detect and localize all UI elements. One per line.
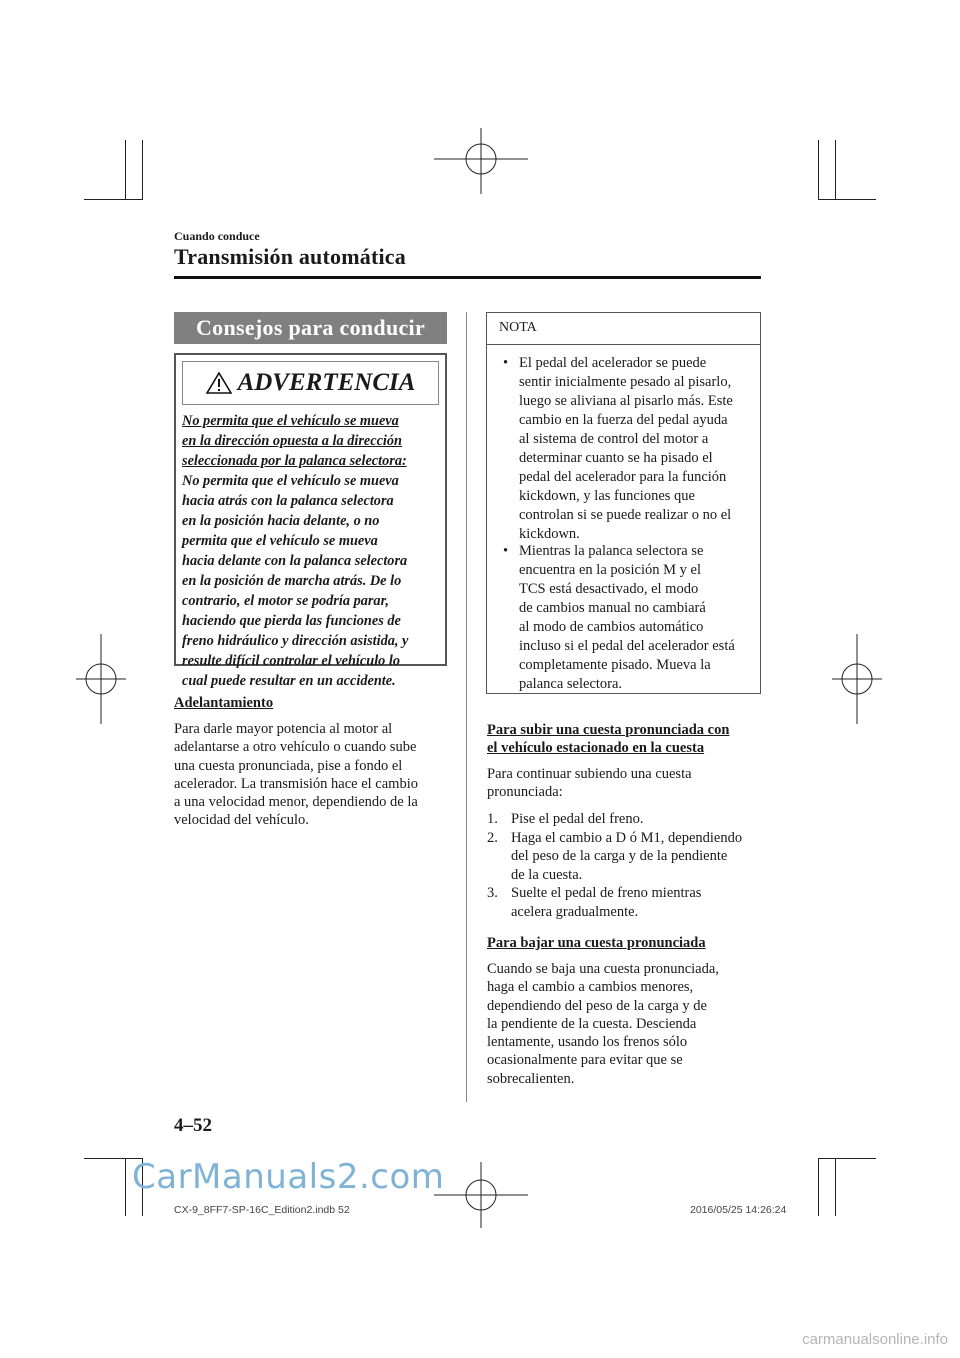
paragraph-line: una cuesta pronunciada, pise a fondo el [174, 757, 403, 774]
bullet-icon: • [503, 543, 509, 559]
overtaking-paragraph [174, 720, 449, 830]
warning-line: cual puede resultar en un accidente. [182, 673, 396, 689]
note-title: NOTA [487, 313, 760, 345]
list-item: 1. Pise el pedal del freno. [487, 811, 644, 827]
warning-line: resulte difícil controlar el vehículo lo [182, 653, 401, 669]
list-item: 2. Haga el cambio a D ó M1, dependiendo del peso de la carga y de la pendiente de la cuesta. [487, 829, 743, 883]
column-divider [466, 312, 467, 1102]
watermark-logo: CarManuals2.com [132, 1157, 445, 1197]
header-rule [174, 276, 761, 279]
warning-line: en la posición de marcha atrás. De lo [182, 573, 402, 589]
warning-line: seleccionada por la palanca selectora: [182, 453, 407, 469]
crop-mark [818, 140, 819, 200]
crop-mark [818, 1158, 876, 1159]
warning-line: No permita que el vehículo se mueva [182, 413, 399, 429]
overtaking-heading: Adelantamiento [174, 695, 274, 711]
crop-mark [142, 140, 143, 200]
warning-line: haciendo que pierda las funciones de [182, 613, 401, 629]
note-bullet [503, 354, 755, 544]
warning-line: No permita que el vehículo se mueva [182, 473, 399, 489]
warning-text [182, 411, 444, 691]
downhill-paragraph: Cuando se baja una cuesta pronunciada, haga el cambio a cambios menores, dependiendo del peso de la carga y de la pendiente de la cuesta. Descienda lentamente, usando los frenos sólo ocasionalmente para evitar que se sobrecalienten. [487, 961, 719, 1087]
paragraph-line: acelerador. La transmisión hace el cambio [174, 775, 418, 792]
bullet-text: El pedal del acelerador se puede sentir inicialmente pesado al pisarlo, luego se aliviana al pisarlo más. Este cambio en la fuerza del pedal ayuda al sistema de control del motor a determinar cuanto se ha pisado el pedal del acelerador para la función kickdown, y las funciones que controlan si se puede realizar o no el kickdown. [519, 355, 733, 542]
crop-mark [818, 1158, 819, 1216]
bullet-icon: • [503, 355, 509, 371]
crop-mark [818, 199, 876, 200]
bullet-text: Mientras la palanca selectora se encuentra en la posición M y el TCS está desactivado, el modo de cambios manual no cambiará al modo de cambios automático incluso si el pedal del acelerador está completamente pisado. Mueva la palanca selectora. [519, 543, 735, 692]
registration-mark-left [76, 634, 126, 724]
site-watermark: carmanualsonline.info [802, 1331, 948, 1348]
registration-mark-right [832, 634, 882, 724]
warning-triangle-icon [206, 371, 232, 395]
paragraph-line: Para darle mayor potencia al motor al [174, 721, 393, 737]
file-info: CX-9_8FF7-SP-16C_Edition2.indb 52 [174, 1204, 350, 1216]
registration-mark-bottom [434, 1162, 528, 1228]
tips-banner: Consejos para conducir [174, 312, 447, 344]
warning-line: permita que el vehículo se mueva [182, 533, 378, 549]
uphill-heading: Para subir una cuesta pronunciada con el vehículo estacionado en la cuesta [487, 722, 730, 756]
note-bullet [503, 542, 755, 694]
warning-line: en la dirección opuesta a la dirección [182, 433, 402, 449]
warning-title: ADVERTENCIA [237, 369, 416, 396]
list-item: 3. Suelte el pedal de freno mientras acelera gradualmente. [487, 885, 702, 920]
warning-line: hacia atrás con la palanca selectora [182, 493, 394, 509]
crop-mark [125, 140, 126, 200]
paragraph-line: a una velocidad menor, dependiendo de la [174, 794, 418, 811]
page-number: 4–52 [174, 1115, 212, 1136]
crop-mark [835, 140, 836, 200]
warning-line: hacia delante con la palanca selectora [182, 553, 408, 569]
note-box [486, 312, 761, 694]
warning-line: contrario, el motor se podría parar, [182, 593, 389, 609]
page-title: Transmisión automática [174, 244, 406, 269]
paragraph-line: velocidad del vehículo. [174, 812, 309, 829]
print-timestamp: 2016/05/25 14:26:24 [690, 1204, 787, 1216]
paragraph-line: adelantarse a otro vehículo o cuando sube [174, 739, 417, 756]
crop-mark [835, 1158, 836, 1216]
warning-line: freno hidráulico y dirección asistida, y [182, 633, 409, 649]
uphill-steps [487, 810, 759, 921]
downhill-heading: Para bajar una cuesta pronunciada [487, 935, 706, 951]
registration-mark-top [434, 128, 528, 194]
warning-header [182, 361, 439, 405]
crop-mark [84, 199, 142, 200]
warning-box [174, 353, 447, 689]
warning-line: en la posición hacia delante, o no [182, 513, 380, 529]
uphill-intro: Para continuar subiendo una cuesta pronunciada: [487, 766, 692, 801]
crop-mark [125, 1158, 126, 1216]
section-label: Cuando conduce [174, 229, 260, 243]
